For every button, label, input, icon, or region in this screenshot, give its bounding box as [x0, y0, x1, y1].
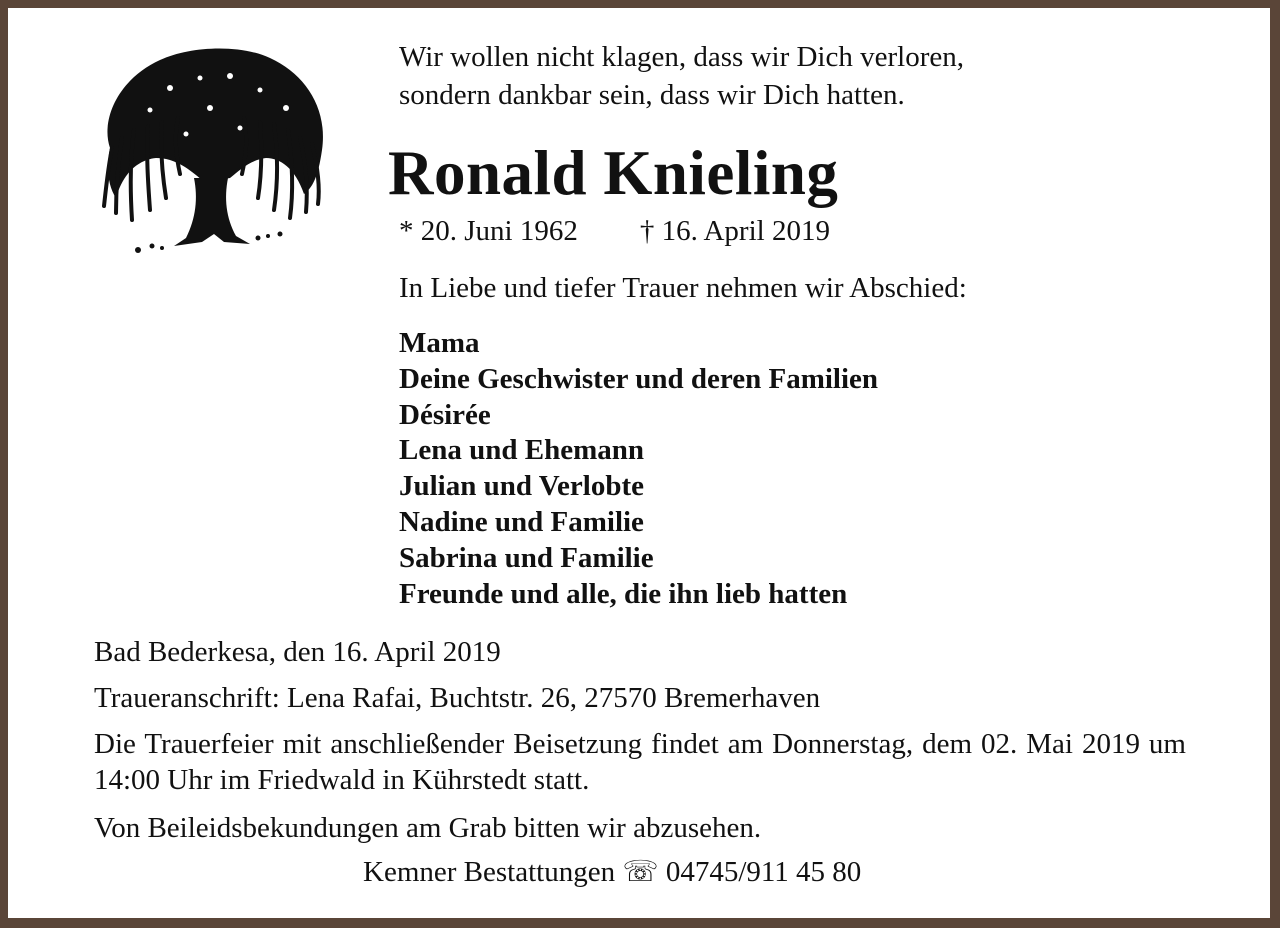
place-and-date: Bad Bederkesa, den 16. April 2019	[94, 636, 501, 668]
mourners-list	[399, 326, 878, 612]
mourner-item: Deine Geschwister und deren Familien	[399, 362, 879, 395]
quote-line-1: Wir wollen nicht klagen, dass wir Dich verloren,	[399, 41, 964, 73]
life-dates	[399, 213, 830, 249]
mourner-item: Lena und Ehemann	[399, 434, 644, 467]
mourner-item: Sabrina und Familie	[399, 541, 654, 574]
mourner-item: Désirée	[399, 398, 491, 431]
quote	[399, 38, 964, 114]
quote-line-2: sondern dankbar sein, dass wir Dich hatten.	[399, 79, 905, 111]
birth-date: * 20. Juni 1962	[399, 215, 578, 247]
condolence-note: Von Beileidsbekundungen am Grab bitten wir abzusehen.	[94, 812, 762, 844]
ceremony-info: Die Trauerfeier mit anschließender Beisetzung findet am Donnerstag, dem 02. Mai 2019 um 14:00 Uhr im Friedwald in Kührstedt statt.	[94, 728, 1186, 796]
death-date: † 16. April 2019	[639, 215, 830, 247]
mourner-item: Mama	[399, 327, 480, 359]
undertaker-contact: Kemner Bestattungen ☏ 04745/911 45 80	[363, 856, 862, 888]
mourner-item: Nadine und Familie	[399, 505, 644, 538]
mourner-item: Julian und Verlobte	[399, 470, 644, 503]
mourner-item: Freunde und alle, die ihn lieb hatten	[399, 577, 848, 610]
farewell-intro: In Liebe und tiefer Trauer nehmen wir Abschied:	[399, 272, 967, 304]
deceased-name: Ronald Knieling	[388, 138, 839, 208]
obituary-notice	[8, 8, 1270, 918]
mourning-address: Traueranschrift: Lena Rafai, Buchtstr. 26, 27570 Bremerhaven	[94, 682, 821, 714]
weeping-willow-icon	[90, 38, 330, 256]
